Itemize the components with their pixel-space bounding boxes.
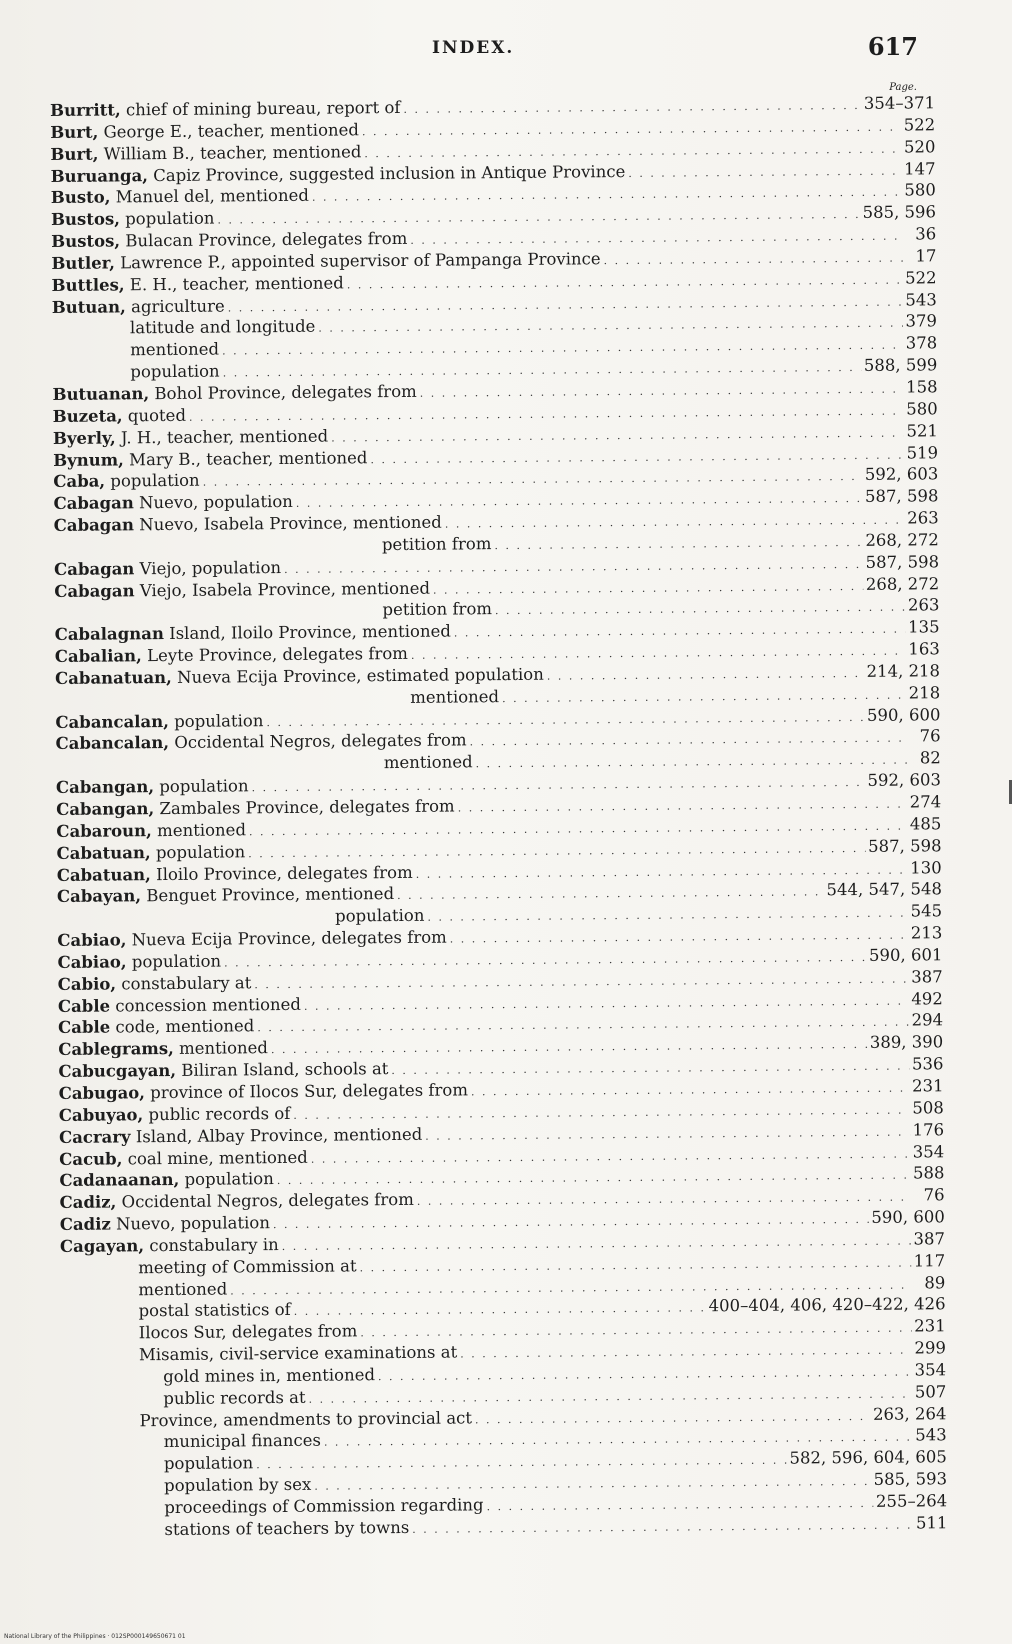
entry-subject: Viejo, Isabela Province, mentioned <box>139 578 431 600</box>
entry-heading: Cadiz, <box>59 1192 117 1213</box>
entry-text <box>384 752 473 775</box>
entry-text <box>60 1234 279 1258</box>
entry-text <box>335 905 424 928</box>
entry-text <box>58 1037 268 1061</box>
entry-page-ref: 485 <box>909 814 942 834</box>
entry-page-ref: 379 <box>905 311 938 331</box>
entry-text <box>163 1387 305 1410</box>
entry-page-ref: 520 <box>903 136 936 157</box>
entry-heading: Cabugao, <box>58 1083 146 1103</box>
entry-subject: postal statistics of <box>138 1300 291 1321</box>
entry-page-ref: 218 <box>908 683 941 703</box>
entry-text <box>55 710 263 734</box>
entry-heading: Cabiao, <box>57 930 127 951</box>
entry-text <box>53 470 200 493</box>
entry-subject: Nueva Ecija Province, estimated population <box>177 664 544 687</box>
entry-subject: population <box>130 361 220 382</box>
entry-page-ref: 176 <box>912 1119 945 1140</box>
entry-page-ref: 536 <box>911 1054 944 1074</box>
entry-heading: Butler, <box>51 253 116 273</box>
entry-text <box>57 883 394 908</box>
entry-page-ref: 294 <box>911 1010 944 1030</box>
entry-heading: Cabancalan, <box>55 733 170 754</box>
entry-heading: Buzeta, <box>52 406 123 426</box>
entry-page-ref: 76 <box>923 1185 945 1205</box>
entry-subject: Island, Albay Province, mentioned <box>135 1124 423 1146</box>
entry-page-ref: 511 <box>915 1513 948 1533</box>
entry-text <box>54 557 281 581</box>
page-number: 617 <box>867 32 918 61</box>
entry-subject: Province, amendments to provincial act <box>139 1407 473 1430</box>
entry-page-ref: 522 <box>903 115 936 135</box>
entry-text <box>53 425 328 449</box>
entry-text <box>164 1453 253 1476</box>
entry-text <box>57 861 413 886</box>
entry-heading: Cabagan <box>53 515 135 536</box>
entry-page-ref: 522 <box>905 268 937 288</box>
entry-heading: Cabagan <box>54 559 135 579</box>
entry-page-ref: 521 <box>906 420 939 441</box>
entry-page-ref: 36 <box>915 224 937 244</box>
entry-text <box>51 185 309 209</box>
entry-text <box>138 1299 290 1322</box>
entry-subject: Leyte Province, delegates from <box>147 643 408 666</box>
entry-text <box>382 599 492 622</box>
entry-heading: Butuanan, <box>52 384 150 404</box>
entry-text <box>410 686 499 709</box>
entry-text <box>56 795 455 820</box>
entry-text <box>52 272 344 296</box>
entry-page-ref: 255–264 <box>875 1491 948 1511</box>
entry-text <box>51 228 407 253</box>
entry-subject: population <box>184 1169 274 1190</box>
entry-page-ref: 588, 599 <box>863 355 938 376</box>
entry-page-ref: 585, 593 <box>873 1469 948 1490</box>
entry-subject: public records of <box>148 1103 291 1124</box>
entry-page-ref: 274 <box>909 792 942 812</box>
entry-subject: population <box>163 1453 254 1474</box>
entry-heading: Cabalagnan <box>54 624 164 645</box>
entry-subject: municipal finances <box>163 1431 321 1452</box>
entry-subject: proceedings of Commission regarding <box>164 1495 484 1518</box>
entry-page-ref: 508 <box>912 1098 944 1118</box>
entry-subject: petition from <box>381 534 492 554</box>
entry-heading: Cablegrams, <box>58 1039 174 1060</box>
entry-heading: Cable <box>58 1017 111 1038</box>
entry-subject: Misamis, civil-service examinations at <box>138 1342 458 1365</box>
entry-heading: Cabatuan, <box>56 864 151 885</box>
entry-text <box>56 841 245 864</box>
entry-subject: agriculture <box>130 296 225 316</box>
entry-heading: Cabio, <box>57 974 117 994</box>
entry-text <box>138 1255 357 1279</box>
entry-page-ref: 117 <box>913 1250 946 1271</box>
entry-text <box>138 1278 227 1301</box>
entry-page-ref: 592, 603 <box>867 770 942 791</box>
entry-heading: Buruanga, <box>50 165 149 186</box>
entry-subject: meeting of Commission at <box>138 1256 357 1277</box>
entry-subject: mentioned <box>383 752 473 773</box>
entry-page-ref: 354–371 <box>863 93 936 113</box>
entry-page-ref: 263 <box>907 595 940 615</box>
entry-page-ref: 147 <box>904 158 936 179</box>
entry-subject: population <box>155 842 246 862</box>
entry-subject: Zambales Province, delegates from <box>159 796 455 819</box>
entry-subject: code, mentioned <box>115 1016 255 1037</box>
entry-page-ref: 387 <box>911 966 943 987</box>
entry-subject: gold mines in, mentioned <box>163 1365 376 1386</box>
entry-subject: mentioned <box>130 339 220 360</box>
entry-page-ref: 590, 600 <box>866 704 941 725</box>
entry-text <box>130 361 219 384</box>
entry-text <box>55 643 408 668</box>
entry-subject: Mary B., teacher, mentioned <box>129 447 368 469</box>
entry-subject: province of Ilocos Sur, delegates from <box>150 1080 469 1103</box>
entry-subject: constabulary at <box>121 973 252 994</box>
entry-page-ref: 389, 390 <box>869 1032 944 1053</box>
entry-page-ref: 231 <box>912 1076 944 1096</box>
entry-page-ref: 268, 272 <box>865 530 939 550</box>
entry-subject: Island, Iloilo Province, mentioned <box>169 621 451 644</box>
entry-text <box>59 1103 291 1127</box>
entry-subject: mentioned <box>410 686 500 707</box>
entry-heading: Cabatuan, <box>56 842 151 863</box>
entry-heading: Bustos, <box>50 209 121 230</box>
entry-page-ref: 545 <box>910 901 943 921</box>
entry-subject: Ilocos Sur, delegates from <box>138 1321 358 1343</box>
entry-text <box>56 775 249 799</box>
entry-text <box>58 972 252 996</box>
entry-subject: population <box>125 208 215 229</box>
entry-heading: Cadanaanan, <box>59 1170 180 1191</box>
entry-heading: Cadiz <box>59 1214 111 1234</box>
entry-subject: concession mentioned <box>115 994 302 1016</box>
entry-text <box>53 405 186 428</box>
entry-heading: Cabaroun, <box>56 820 152 841</box>
entry-text <box>59 1123 422 1148</box>
entry-heading: Bustos, <box>51 231 121 252</box>
entry-text <box>382 533 492 556</box>
entry-heading: Cabancalan, <box>55 711 170 732</box>
entry-subject: population <box>159 776 249 797</box>
entry-text <box>60 1212 270 1236</box>
entry-subject: Biliran Island, schools at <box>181 1059 389 1081</box>
entry-heading: Cabagan <box>54 580 135 601</box>
entry-subject: quoted <box>127 405 187 426</box>
entry-page-ref: 543 <box>905 289 937 310</box>
entry-subject: Nueva Ecija Province, delegates from <box>131 927 447 950</box>
entry-subject: E. H., teacher, mentioned <box>129 273 344 295</box>
entry-page-ref: 592, 603 <box>864 464 939 485</box>
entry-page-ref: 17 <box>915 246 937 266</box>
page-title: INDEX. <box>432 38 515 58</box>
entry-subject: Bohol Province, delegates from <box>154 381 417 404</box>
entry-text <box>59 1168 274 1192</box>
entry-heading: Burt, <box>50 144 99 164</box>
entry-subject: population <box>335 905 425 926</box>
entry-subject: stations of teachers by towns <box>164 1517 410 1539</box>
footer-note: National Library of the Philippines · 012SP000149650671 01 <box>4 1633 186 1640</box>
entry-page-ref: 263 <box>907 508 939 528</box>
entry-text <box>59 1146 308 1170</box>
entry-heading: Caba, <box>53 471 106 492</box>
entry-text <box>58 1058 388 1083</box>
entry-subject: mentioned <box>138 1279 228 1299</box>
entry-page-ref: 158 <box>905 377 938 397</box>
entry-text <box>59 1079 468 1104</box>
entry-page-ref: 135 <box>908 617 940 637</box>
entry-page-ref: 268, 272 <box>865 573 940 594</box>
entry-heading: Cabalian, <box>54 646 142 667</box>
entry-page-ref: 587, 598 <box>864 486 939 507</box>
entry-subject: latitude and longitude <box>129 317 316 338</box>
entry-subject: Iloilo Province, delegates from <box>156 862 413 884</box>
entry-text <box>51 208 215 231</box>
entry-text <box>52 295 225 318</box>
entry-subject: coal mine, mentioned <box>127 1147 308 1168</box>
entry-page-ref: 354 <box>912 1141 945 1162</box>
entry-subject: Nuevo, population <box>115 1213 270 1234</box>
entry-text <box>164 1474 311 1497</box>
dot-leader <box>494 532 862 557</box>
entry-page-ref: 299 <box>914 1338 947 1358</box>
entry-page-ref: 387 <box>913 1229 946 1249</box>
entry-page-ref: 130 <box>910 857 942 878</box>
entry-page-ref: 400–404, 406, 420–422, 426 <box>708 1294 946 1316</box>
entry-heading: Buttles, <box>51 275 125 295</box>
entry-page-ref: 76 <box>919 726 941 746</box>
entry-page-ref: 588 <box>912 1163 945 1183</box>
entry-text <box>164 1430 321 1453</box>
entry-subject: population <box>131 951 222 972</box>
entry-text <box>164 1494 483 1519</box>
entry-subject: Occidental Negros, delegates from <box>121 1190 414 1212</box>
entry-text <box>50 97 401 122</box>
entry-text <box>53 491 293 515</box>
entry-page-ref: 582, 596, 604, 605 <box>789 1447 947 1468</box>
entry-heading: Butuan, <box>51 296 126 317</box>
entry-subject: Bulacan Province, delegates from <box>125 228 408 251</box>
page-column-label: Page. <box>889 82 917 93</box>
entry-subject: Viejo, population <box>139 557 282 578</box>
entry-subject: Nuevo, Isabela Province, mentioned <box>139 512 442 535</box>
entry-subject: J. H., teacher, mentioned <box>120 426 329 448</box>
entry-text <box>164 1517 409 1541</box>
entry-text <box>54 577 430 602</box>
entry-heading: Cabuyao, <box>58 1105 144 1125</box>
entry-text <box>56 819 246 842</box>
entry-subject: constabulary in <box>149 1234 279 1256</box>
entry-text <box>60 1189 414 1214</box>
entry-heading: Cabangan, <box>55 777 155 798</box>
entry-text <box>58 993 301 1017</box>
entry-page-ref: 587, 598 <box>865 551 940 572</box>
entry-page-ref: 354 <box>914 1360 947 1380</box>
entry-subject: chief of mining bureau, report of <box>125 97 401 120</box>
entry-subject: William B., teacher, mentioned <box>103 141 362 164</box>
entry-text <box>130 339 219 362</box>
entry-page-ref: 580 <box>904 180 936 200</box>
entry-text <box>130 316 316 339</box>
entry-heading: Burt, <box>50 122 99 142</box>
index-entries <box>50 92 948 1541</box>
entry-text <box>58 1016 254 1040</box>
entry-page-ref: 492 <box>911 988 943 1009</box>
entry-heading: Cabagan <box>53 493 134 514</box>
entry-page-ref: 585, 596 <box>862 202 937 223</box>
entry-heading: Cabiao, <box>57 952 127 972</box>
entry-heading: Cacrary <box>58 1126 131 1147</box>
entry-page-ref: 378 <box>905 333 938 353</box>
dot-leader <box>604 247 904 271</box>
entry-heading: Busto, <box>50 187 111 208</box>
page-header <box>60 32 920 62</box>
entry-subject: George E., teacher, mentioned <box>103 120 360 142</box>
entry-page-ref: 231 <box>914 1316 946 1336</box>
entry-heading: Cacub, <box>59 1148 123 1169</box>
entry-subject: public records at <box>163 1387 306 1408</box>
entry-heading: Burritt, <box>50 100 121 120</box>
entry-page-ref: 263, 264 <box>872 1403 947 1424</box>
entry-page-ref: 214, 218 <box>866 661 941 681</box>
entry-subject: mentioned <box>178 1038 269 1059</box>
entry-text <box>163 1364 375 1388</box>
entry-page-ref: 590, 601 <box>868 945 943 965</box>
entry-heading: Cable <box>57 996 111 1016</box>
entry-heading: Cabanatuan, <box>54 667 172 688</box>
entry-page-ref: 519 <box>906 442 939 463</box>
entry-page-ref: 89 <box>924 1272 946 1292</box>
entry-heading: Cabangan, <box>56 799 155 819</box>
entry-subject: Capiz Province, suggested inclusion in Antique Province <box>153 161 626 185</box>
entry-subject: petition from <box>382 599 493 620</box>
entry-text <box>139 1321 358 1345</box>
entry-page-ref: 590, 600 <box>871 1207 945 1227</box>
entry-text <box>57 927 447 952</box>
entry-text <box>139 1342 457 1367</box>
entry-heading: Cagayan, <box>59 1236 145 1256</box>
entry-text <box>139 1407 472 1432</box>
entry-subject: Occidental Negros, delegates from <box>174 730 467 753</box>
entry-subject: population by sex <box>164 1474 312 1496</box>
entry-page-ref: 587, 598 <box>867 835 942 856</box>
dot-leader <box>412 1514 913 1540</box>
entry-subject: Lawrence P., appointed supervisor of Pampanga Province <box>120 249 601 273</box>
entry-subject: Manuel del, mentioned <box>115 186 309 207</box>
entry-text <box>50 141 361 166</box>
entry-subject: Benguet Province, mentioned <box>146 884 395 906</box>
entry-subject: population <box>110 471 200 491</box>
entry-page-ref: 82 <box>919 748 941 768</box>
entry-text <box>53 447 367 472</box>
entry-heading: Cabucgayan, <box>58 1061 177 1082</box>
entry-text <box>57 950 221 973</box>
entry-text <box>50 119 359 144</box>
entry-page-ref: 580 <box>906 399 938 419</box>
entry-subject: Nuevo, population <box>138 492 293 513</box>
entry-page-ref: 507 <box>914 1382 947 1402</box>
entry-page-ref: 163 <box>908 639 940 659</box>
entry-subject: population <box>174 710 264 731</box>
entry-page-ref: 544, 547, 548 <box>826 879 943 900</box>
entry-heading: Byerly, <box>52 428 116 448</box>
entry-heading: Cabayan, <box>56 886 142 907</box>
entry-subject: mentioned <box>157 820 247 840</box>
dot-leader <box>628 160 901 184</box>
entry-heading: Bynum, <box>53 449 124 470</box>
entry-page-ref: 543 <box>915 1425 947 1445</box>
entry-page-ref: 213 <box>910 923 943 943</box>
dot-leader <box>547 663 864 688</box>
entry-text <box>52 381 416 406</box>
